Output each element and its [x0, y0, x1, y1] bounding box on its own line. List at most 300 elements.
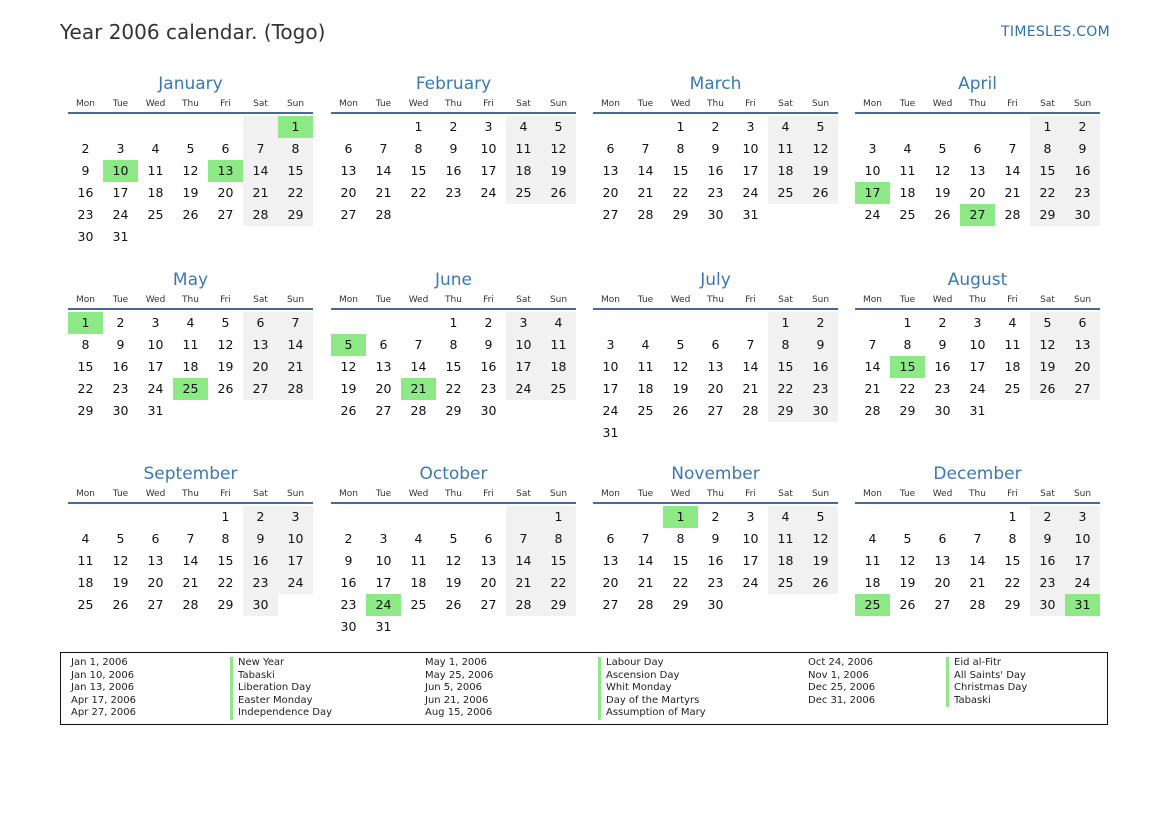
weekday-label: Sat — [778, 99, 793, 109]
legend-holiday-name: Ascension Day — [598, 670, 706, 683]
day-cell: 9 — [449, 141, 458, 156]
day-cell: 24 — [112, 207, 129, 222]
day-cell: 19 — [934, 185, 951, 200]
legend-names-col-3 — [946, 657, 1027, 707]
holiday-day-cell: 21 — [401, 378, 436, 400]
weekday-label: Fri — [745, 99, 756, 109]
day-cell: 3 — [606, 337, 615, 352]
month-october — [331, 462, 576, 638]
day-cell: 31 — [147, 403, 164, 418]
day-cell: 5 — [449, 531, 458, 546]
legend-date: Aug 15, 2006 — [425, 707, 493, 719]
holiday-day-cell: 10 — [103, 160, 138, 182]
weekday-label: Wed — [932, 99, 953, 109]
day-cell: 20 — [934, 575, 951, 590]
day-cell: 29 — [445, 403, 462, 418]
weekday-label: Tue — [112, 99, 129, 109]
empty-day-cell — [628, 116, 663, 138]
empty-day-cell — [628, 506, 663, 528]
weekday-label: Tue — [112, 295, 129, 305]
day-cell: 4 — [868, 531, 877, 546]
day-cell: 13 — [707, 359, 724, 374]
day-cell: 20 — [243, 356, 278, 378]
day-cell: 22 — [278, 182, 313, 204]
legend-date: Nov 1, 2006 — [808, 669, 869, 681]
day-cell: 23 — [480, 381, 497, 396]
day-cell: 25 — [768, 182, 803, 204]
day-cell: 15 — [278, 160, 313, 182]
legend-date: May 25, 2006 — [425, 669, 494, 681]
day-cell: 15 — [1004, 553, 1021, 568]
legend-holiday-name: Labour Day — [598, 657, 706, 670]
empty-day-cell — [366, 506, 401, 528]
weekday-label: Mon — [601, 295, 620, 305]
day-cell: 23 — [243, 572, 278, 594]
day-cell: 9 — [116, 337, 125, 352]
day-cell: 29 — [899, 403, 916, 418]
day-cell: 1 — [676, 119, 685, 134]
weekday-label: Sat — [516, 489, 531, 499]
day-cell: 24 — [506, 378, 541, 400]
day-cell: 23 — [707, 575, 724, 590]
empty-day-cell — [436, 506, 471, 528]
day-cell: 11 — [77, 553, 94, 568]
day-cell: 29 — [1004, 597, 1021, 612]
day-cell: 24 — [480, 185, 497, 200]
day-cell: 19 — [803, 160, 838, 182]
legend-holiday-name: Eid al-Fitr — [946, 657, 1027, 670]
day-cell: 13 — [243, 334, 278, 356]
day-cell: 6 — [344, 141, 353, 156]
legend-holiday-name: Independence Day — [230, 707, 332, 720]
day-cell: 1 — [449, 315, 458, 330]
day-cell: 17 — [969, 359, 986, 374]
day-cell: 25 — [506, 182, 541, 204]
legend-date: May 1, 2006 — [425, 657, 488, 668]
weekday-label: Sat — [778, 489, 793, 499]
day-cell: 17 — [375, 575, 392, 590]
day-cell: 15 — [672, 163, 689, 178]
day-cell: 7 — [379, 141, 388, 156]
day-cell: 15 — [541, 550, 576, 572]
day-cell: 15 — [768, 356, 803, 378]
day-cell: 13 — [602, 163, 619, 178]
day-cell: 4 — [1008, 315, 1017, 330]
day-cell: 14 — [243, 160, 278, 182]
legend-date: Jun 21, 2006 — [425, 694, 489, 706]
day-cell: 6 — [606, 141, 615, 156]
day-cell: 18 — [506, 160, 541, 182]
month-june — [331, 268, 576, 422]
day-cell: 26 — [217, 381, 234, 396]
day-cell: 8 — [903, 337, 912, 352]
day-cell: 2 — [116, 315, 125, 330]
holiday-day-cell: 31 — [1065, 594, 1100, 616]
day-cell: 13 — [375, 359, 392, 374]
day-cell: 29 — [77, 403, 94, 418]
day-cell: 9 — [938, 337, 947, 352]
day-cell: 3 — [151, 315, 160, 330]
day-cell: 8 — [676, 531, 685, 546]
day-grid — [68, 116, 313, 248]
day-cell: 4 — [541, 312, 576, 334]
empty-day-cell — [733, 312, 768, 334]
weekday-label: Mon — [76, 99, 95, 109]
weekday-header — [331, 292, 576, 310]
day-cell: 16 — [934, 359, 951, 374]
day-cell: 11 — [541, 334, 576, 356]
empty-day-cell — [855, 312, 890, 334]
day-cell: 17 — [602, 381, 619, 396]
empty-day-cell — [208, 116, 243, 138]
legend-date: Apr 27, 2006 — [71, 707, 137, 719]
day-cell: 7 — [641, 141, 650, 156]
weekday-label: Thu — [707, 295, 724, 305]
day-cell: 4 — [151, 141, 160, 156]
holiday-legend — [60, 652, 1108, 725]
day-cell: 4 — [81, 531, 90, 546]
day-cell: 23 — [803, 378, 838, 400]
day-cell: 27 — [243, 378, 278, 400]
day-cell: 26 — [803, 182, 838, 204]
day-cell: 7 — [186, 531, 195, 546]
day-cell: 22 — [541, 572, 576, 594]
weekday-label: Mon — [76, 295, 95, 305]
day-grid — [68, 312, 313, 422]
day-cell: 12 — [803, 528, 838, 550]
day-cell: 31 — [112, 229, 129, 244]
day-cell: 13 — [934, 553, 951, 568]
day-cell: 12 — [217, 337, 234, 352]
day-cell: 17 — [742, 163, 759, 178]
day-cell: 9 — [243, 528, 278, 550]
day-cell: 6 — [1065, 312, 1100, 334]
empty-day-cell — [663, 312, 698, 334]
day-cell: 14 — [864, 359, 881, 374]
empty-day-cell — [138, 506, 173, 528]
day-cell: 13 — [147, 553, 164, 568]
day-cell: 5 — [221, 315, 230, 330]
weekday-label: Thu — [969, 489, 986, 499]
day-cell: 27 — [602, 597, 619, 612]
day-cell: 23 — [77, 207, 94, 222]
legend-holiday-name: Whit Monday — [598, 682, 706, 695]
day-cell: 27 — [147, 597, 164, 612]
day-grid — [855, 312, 1100, 422]
weekday-label: Wed — [932, 489, 953, 499]
weekday-label: Thu — [445, 489, 462, 499]
day-cell: 15 — [672, 553, 689, 568]
day-cell: 27 — [375, 403, 392, 418]
day-cell: 23 — [1065, 182, 1100, 204]
day-cell: 25 — [77, 597, 94, 612]
weekday-label: Fri — [745, 489, 756, 499]
weekday-label: Fri — [1007, 489, 1018, 499]
weekday-label: Wed — [670, 99, 691, 109]
weekday-label: Thu — [969, 295, 986, 305]
day-cell: 26 — [672, 403, 689, 418]
legend-holiday-name: Liberation Day — [230, 682, 332, 695]
weekday-label: Wed — [408, 489, 429, 499]
empty-day-cell — [103, 506, 138, 528]
weekday-header — [68, 292, 313, 310]
weekday-label: Sat — [516, 295, 531, 305]
day-cell: 10 — [506, 334, 541, 356]
day-cell: 13 — [340, 163, 357, 178]
day-cell: 10 — [742, 141, 759, 156]
weekday-label: Sat — [1040, 295, 1055, 305]
weekday-label: Fri — [220, 99, 231, 109]
month-title: November — [671, 464, 760, 484]
weekday-header — [593, 96, 838, 114]
day-cell: 19 — [217, 359, 234, 374]
holiday-day-cell: 27 — [960, 204, 995, 226]
weekday-label: Mon — [339, 489, 358, 499]
day-cell: 28 — [864, 403, 881, 418]
day-cell: 19 — [340, 381, 357, 396]
legend-dates-col-1 — [71, 657, 136, 720]
day-cell: 9 — [484, 337, 493, 352]
empty-day-cell — [173, 116, 208, 138]
holiday-day-cell: 15 — [890, 356, 925, 378]
weekday-label: Mon — [863, 295, 882, 305]
day-cell: 6 — [711, 337, 720, 352]
weekday-label: Wed — [932, 295, 953, 305]
day-cell: 22 — [77, 381, 94, 396]
day-cell: 11 — [864, 553, 881, 568]
day-cell: 5 — [676, 337, 685, 352]
legend-holiday-name: Tabaski — [230, 670, 332, 683]
day-cell: 22 — [445, 381, 462, 396]
day-cell: 17 — [278, 550, 313, 572]
day-cell: 31 — [969, 403, 986, 418]
day-cell: 4 — [903, 141, 912, 156]
day-cell: 21 — [1004, 185, 1021, 200]
day-cell: 27 — [934, 597, 951, 612]
day-cell: 22 — [899, 381, 916, 396]
day-cell: 28 — [182, 597, 199, 612]
day-cell: 21 — [742, 381, 759, 396]
day-cell: 24 — [969, 381, 986, 396]
day-cell: 18 — [410, 575, 427, 590]
site-link[interactable]: TIMESLES.COM — [1001, 24, 1110, 40]
month-title: March — [689, 74, 742, 94]
day-cell: 29 — [278, 204, 313, 226]
weekday-label: Mon — [863, 99, 882, 109]
day-grid — [855, 116, 1100, 226]
month-title: May — [172, 270, 209, 290]
day-cell: 18 — [899, 185, 916, 200]
day-cell: 1 — [1008, 509, 1017, 524]
legend-date: Dec 31, 2006 — [808, 694, 876, 706]
day-cell: 21 — [506, 572, 541, 594]
day-cell: 20 — [602, 575, 619, 590]
day-cell: 10 — [1065, 528, 1100, 550]
day-cell: 20 — [1065, 356, 1100, 378]
day-cell: 27 — [707, 403, 724, 418]
day-cell: 9 — [1065, 138, 1100, 160]
day-cell: 29 — [541, 594, 576, 616]
empty-day-cell — [366, 116, 401, 138]
weekday-label: Mon — [601, 99, 620, 109]
weekday-label: Thu — [445, 99, 462, 109]
legend-date: Apr 17, 2006 — [71, 694, 137, 706]
day-cell: 14 — [410, 359, 427, 374]
day-cell: 1 — [414, 119, 423, 134]
day-cell: 20 — [375, 381, 392, 396]
day-cell: 25 — [637, 403, 654, 418]
day-cell: 2 — [938, 315, 947, 330]
day-cell: 3 — [506, 312, 541, 334]
empty-day-cell — [995, 116, 1030, 138]
day-cell: 19 — [899, 575, 916, 590]
day-cell: 23 — [934, 381, 951, 396]
empty-day-cell — [960, 116, 995, 138]
empty-day-cell — [103, 116, 138, 138]
weekday-label: Tue — [637, 489, 654, 499]
weekday-header — [855, 96, 1100, 114]
day-cell: 31 — [602, 425, 619, 440]
day-cell: 3 — [278, 506, 313, 528]
empty-day-cell — [471, 506, 506, 528]
weekday-label: Sun — [286, 295, 305, 305]
day-cell: 13 — [969, 163, 986, 178]
day-cell: 18 — [637, 381, 654, 396]
day-cell: 26 — [340, 403, 357, 418]
day-grid — [68, 506, 313, 616]
weekday-header — [855, 486, 1100, 504]
day-cell: 9 — [711, 141, 720, 156]
day-cell: 17 — [1065, 550, 1100, 572]
day-cell: 2 — [711, 509, 720, 524]
day-cell: 22 — [768, 378, 803, 400]
month-title: June — [434, 270, 473, 290]
weekday-label: Tue — [899, 99, 916, 109]
day-cell: 11 — [506, 138, 541, 160]
day-cell: 18 — [768, 160, 803, 182]
weekday-label: Fri — [745, 295, 756, 305]
day-cell: 28 — [637, 207, 654, 222]
day-cell: 2 — [344, 531, 353, 546]
day-cell: 3 — [973, 315, 982, 330]
day-cell: 2 — [803, 312, 838, 334]
legend-dates-col-3 — [808, 657, 875, 707]
day-grid — [593, 312, 838, 444]
weekday-label: Fri — [220, 489, 231, 499]
day-cell: 26 — [182, 207, 199, 222]
holiday-day-cell: 13 — [208, 160, 243, 182]
month-december — [855, 462, 1100, 616]
day-grid — [331, 312, 576, 422]
month-november — [593, 462, 838, 616]
weekday-label: Sun — [811, 295, 830, 305]
day-cell: 4 — [506, 116, 541, 138]
weekday-label: Wed — [408, 99, 429, 109]
day-cell: 10 — [969, 337, 986, 352]
legend-holiday-name: Easter Monday — [230, 695, 332, 708]
day-cell: 16 — [77, 185, 94, 200]
day-cell: 21 — [278, 356, 313, 378]
day-cell: 30 — [77, 229, 94, 244]
day-cell: 8 — [676, 141, 685, 156]
day-cell: 24 — [864, 207, 881, 222]
legend-date: Jun 5, 2006 — [425, 682, 482, 694]
day-cell: 15 — [77, 359, 94, 374]
day-cell: 28 — [637, 597, 654, 612]
empty-day-cell — [925, 116, 960, 138]
day-cell: 19 — [803, 550, 838, 572]
day-cell: 16 — [1065, 160, 1100, 182]
day-cell: 5 — [116, 531, 125, 546]
day-cell: 12 — [541, 138, 576, 160]
day-cell: 19 — [445, 575, 462, 590]
day-cell: 17 — [147, 359, 164, 374]
weekday-label: Tue — [899, 295, 916, 305]
day-cell: 5 — [541, 116, 576, 138]
day-cell: 23 — [707, 185, 724, 200]
day-cell: 11 — [637, 359, 654, 374]
day-cell: 30 — [707, 207, 724, 222]
legend-names-col-1 — [230, 657, 332, 720]
weekday-label: Sun — [1073, 295, 1092, 305]
day-cell: 22 — [217, 575, 234, 590]
holiday-day-cell: 1 — [68, 312, 103, 334]
empty-day-cell — [366, 312, 401, 334]
month-title: January — [158, 74, 223, 94]
day-cell: 4 — [414, 531, 423, 546]
day-cell: 28 — [243, 204, 278, 226]
weekday-label: Fri — [1007, 295, 1018, 305]
empty-day-cell — [698, 312, 733, 334]
weekday-label: Tue — [637, 99, 654, 109]
day-cell: 13 — [602, 553, 619, 568]
day-cell: 12 — [672, 359, 689, 374]
weekday-header — [593, 292, 838, 310]
day-cell: 27 — [340, 207, 357, 222]
day-cell: 10 — [147, 337, 164, 352]
day-cell: 7 — [506, 528, 541, 550]
day-cell: 28 — [1004, 207, 1021, 222]
day-cell: 14 — [637, 553, 654, 568]
holiday-day-cell: 1 — [278, 116, 313, 138]
day-cell: 3 — [868, 141, 877, 156]
day-cell: 6 — [379, 337, 388, 352]
day-cell: 10 — [864, 163, 881, 178]
day-cell: 15 — [445, 359, 462, 374]
day-cell: 24 — [602, 403, 619, 418]
weekday-label: Tue — [112, 489, 129, 499]
day-cell: 5 — [803, 116, 838, 138]
month-title: December — [933, 464, 1022, 484]
day-cell: 25 — [768, 572, 803, 594]
day-cell: 10 — [742, 531, 759, 546]
day-cell: 23 — [340, 597, 357, 612]
weekday-label: Sat — [253, 99, 268, 109]
empty-day-cell — [925, 506, 960, 528]
day-cell: 9 — [344, 553, 353, 568]
page-title: Year 2006 calendar. (Togo) — [60, 20, 326, 44]
day-cell: 28 — [506, 594, 541, 616]
weekday-label: Thu — [707, 99, 724, 109]
day-cell: 2 — [711, 119, 720, 134]
month-april — [855, 72, 1100, 226]
weekday-label: Tue — [375, 295, 392, 305]
empty-day-cell — [506, 506, 541, 528]
weekday-label: Sat — [1040, 489, 1055, 499]
day-cell: 15 — [410, 163, 427, 178]
day-cell: 12 — [182, 163, 199, 178]
day-cell: 16 — [112, 359, 129, 374]
